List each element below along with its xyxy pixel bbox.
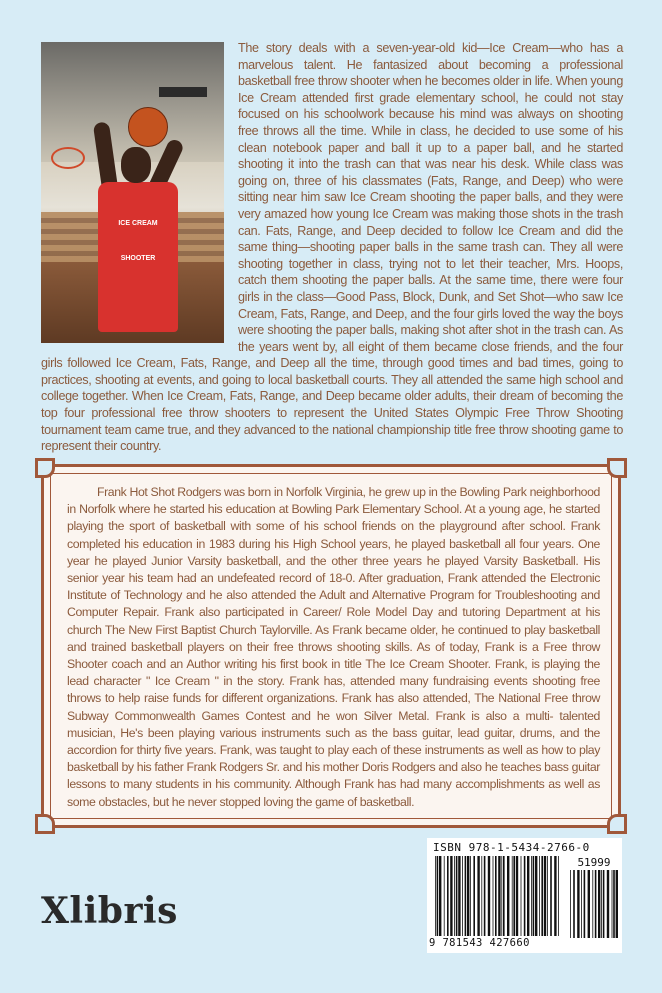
frame-corner (35, 814, 55, 834)
barcode-bar (447, 856, 449, 936)
barcode-bar (456, 856, 458, 936)
barcode-bar (444, 856, 445, 936)
barcode-bar (547, 856, 548, 936)
barcode-bar (458, 856, 460, 936)
barcode-bar (535, 856, 537, 936)
barcode-bar (467, 856, 469, 936)
barcode-bar (521, 856, 522, 936)
author-bio-frame (41, 464, 621, 828)
barcode-bar (544, 856, 546, 936)
barcode-bar (507, 856, 509, 936)
barcode-bar (435, 856, 436, 936)
barcode-bar (603, 870, 605, 938)
barcode-bar (484, 856, 486, 936)
barcode-bar (450, 856, 452, 936)
barcode-bar (533, 856, 535, 936)
barcode-bar (595, 870, 597, 938)
barcode-bar (570, 870, 571, 938)
story-text: The story deals with a seven-year-old kid—Ice Cream—who has a marvelous talent. He fantasized about becoming a professional basketball free throw shooter when he becomes older in life. When young Ice Cream attended first grade elementary school, he could not stay focused on his schoolwork because his mind was always on shooting free throws all the time. While in class, he decided to use some of his clean notebook paper and ball it up to a paper ball, and he started shooting it into the trash can that was near his desk. While class was going on, three of his classmates (Fats, Range, and Deep) who were sitting near him saw Ice Cream shooting the paper balls, and they were very amazed how young Ice Cream was making those shots in the trash can. Fats, Range, and Deep decided to follow Ice Cream and did the same thing—shooting paper balls in the same trash can. They all were shooting together in class, trying not to let their teacher, Mrs. Hoops, catch them shooting the paper balls. At the same time, there were four girls in the class—Good Pass, Block, Dunk, and Set Shot—who saw Ice Cream, Fats, Range, and Deep, and the four girls loved the way the boys were shooting the paper balls, making shot after shot in the trash can. As the years went by, all eight of them became close friends, and the four girls followed Ice Cream, Fats, Range, and Deep all the time, through good times and bad times, going to practices, shooting at events, and going to local basketball courts. They all attended the same high school and college together. When Ice Cream, Fats, Range, and Deep became older adults, their dream of becoming the top four professional free throw shooters to represent the United States Olympic Free Throw Shooting tournament team came true, and they advanced to the national championship title free throw shooting game to represent their country. (41, 41, 623, 454)
barcode-bar (439, 856, 441, 936)
barcode-bar (592, 870, 593, 938)
barcode-bar (493, 856, 494, 936)
barcode-bar (550, 856, 552, 936)
barcode-bar (531, 856, 532, 936)
barcode-bar (527, 856, 529, 936)
barcode-bar (516, 856, 518, 936)
barcode-bar (437, 856, 439, 936)
frame-corner (35, 458, 55, 478)
barcode-bar (473, 856, 475, 936)
barcode-bar (554, 856, 556, 936)
barcode-bar (613, 870, 615, 938)
barcode-bar (481, 856, 482, 936)
story-synopsis (41, 40, 623, 455)
barcode-bar (462, 856, 463, 936)
barcode-bar (495, 856, 497, 936)
frame-corner (607, 814, 627, 834)
barcode-bar (612, 870, 613, 938)
barcode-bar (477, 856, 479, 936)
barcode-bar (577, 870, 579, 938)
barcode-bar (465, 856, 467, 936)
barcode-bar (488, 856, 490, 936)
barcode-bar (503, 856, 505, 936)
addon-barcode-bars (570, 870, 618, 938)
barcode-bar (541, 856, 543, 936)
frame-corner (607, 458, 627, 478)
barcode-bar (512, 856, 513, 936)
jersey-line: ICE CREAM (118, 220, 158, 227)
barcode-bar (524, 856, 526, 936)
barcode-bar (513, 856, 515, 936)
barcode-bar (607, 870, 609, 938)
photo-spacer (41, 40, 238, 354)
barcode-bar (573, 870, 575, 938)
barcode-bar (454, 856, 455, 936)
ean-barcode-bars (435, 856, 560, 936)
publisher-logo: Xlibris (41, 890, 178, 932)
barcode-bar (616, 870, 618, 938)
barcode-bar (601, 870, 602, 938)
jersey-line: SHOOTER (120, 255, 156, 262)
isbn-barcode (427, 838, 622, 953)
barcode-bar (588, 870, 590, 938)
ean-number: 9 781543 427660 (429, 937, 530, 949)
barcode-bar (539, 856, 540, 936)
barcode-bar (558, 856, 559, 936)
barcode-bar (498, 856, 500, 936)
author-bio-text: Frank Hot Shot Rodgers was born in Norfolk Virginia, he grew up in the Bowling Park neighborhood in Norfolk where he started his education at Bowling Park Elementary School. At a young age, he started playing the sport of basketball with some of his school friends on the playground after school. Frank completed his education in 1983 during his High School years, he played basketball all four years. One year he played Junior Varsity basketball, and the other three years he played Varsity Basketball. His senior year his team had an undefeated record of 18-0. After graduation, Frank attended the Electronic Institute of Technology and he also attended the Adult and Alternative Program for Troubleshooting and Computer Repair. Frank also participated in Career/ Role Model Day and tutoring Department at his church The New First Baptist Church Taylorville. As Frank became older, he continued to play basketball and trained basketball players on their free throws shooting skills. As of today, Frank is a Free throw Shooter coach and an Author writing his first book in title The Ice Cream Shooter. Frank, is playing the lead character " Ice Cream " in the story. Frank has, attended many fundraising events shooting free throws to help raise funds for different organizations. Frank has also attended, The National Free throw Subway Commonwealth Games Contest and he won Silver Metal. Frank is also a multi- talented musician, He's been playing various instruments such as the bass guitar, lead guitar, drums, and the accordion for thirty five years. Frank, was taught to play each of these instruments as well as how to play basketball by his father Frank Rodgers Sr. and his mother Doris Rodgers and also he teaches bass guitar lessons to many students in his community. Although Frank has had many accomplishments as well as some obstacles, but he never stopped loving the game of basketball. (67, 485, 600, 809)
barcode-bar (470, 856, 471, 936)
barcode-bar (501, 856, 502, 936)
price-addon-number: 51999 (577, 856, 611, 869)
isbn-label: ISBN 978-1-5434-2766-0 (433, 841, 590, 854)
barcode-bar (581, 870, 582, 938)
barcode-bar (584, 870, 586, 938)
barcode-bar (598, 870, 600, 938)
